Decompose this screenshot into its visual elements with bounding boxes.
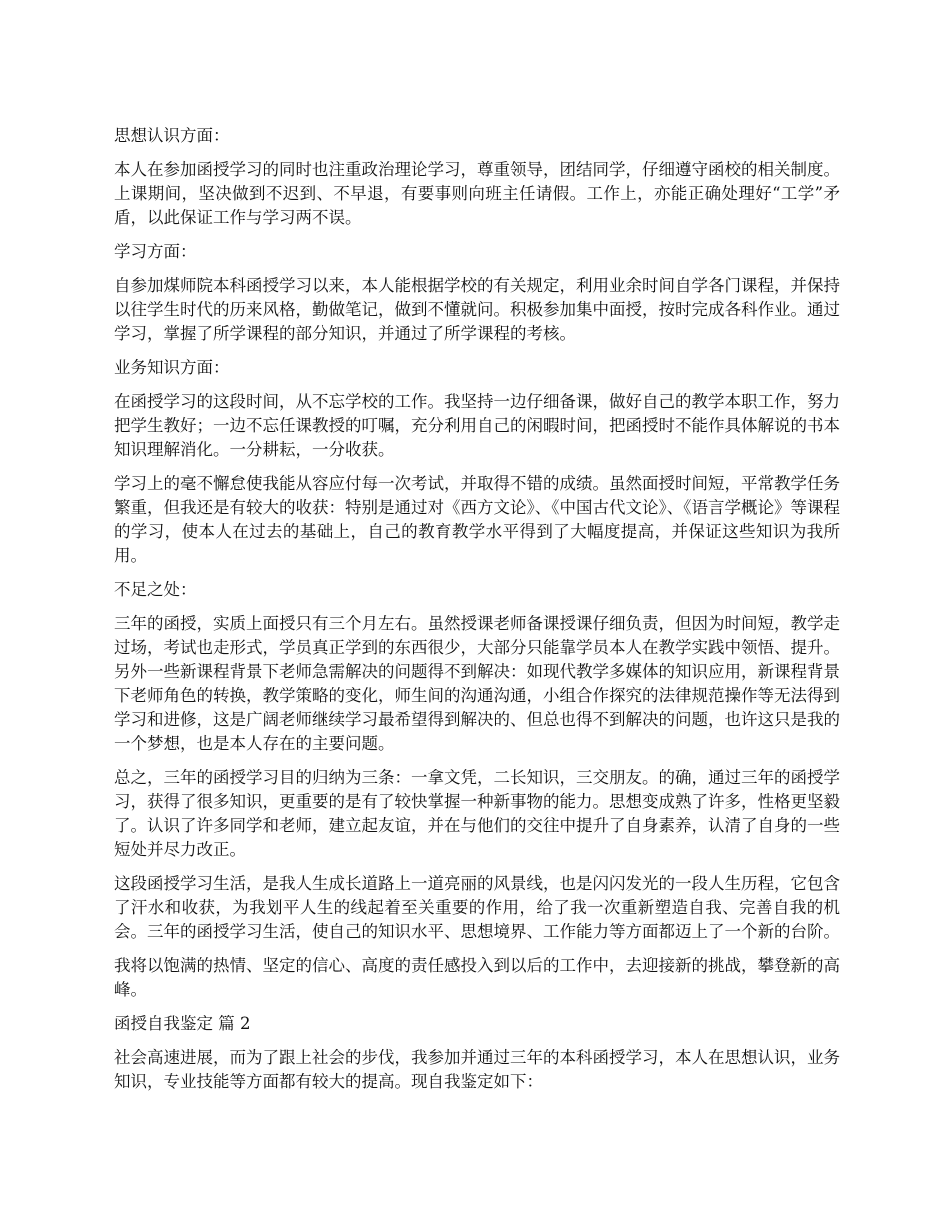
paragraph-business: 在函授学习的这段时间，从不忘学校的工作。我坚持一边仔细备课，做好自己的教学本职工作，努力把学生教好；一边不忘任课教授的叮嘱，充分利用自己的闲暇时间，把函授时不能作具体解说的书本知识理解消化。一分耕耘，一分收获。 bbox=[114, 392, 840, 459]
section-heading-thought: 思想认识方面： bbox=[114, 126, 230, 145]
section-heading-part2: 函授自我鉴定 篇 2 bbox=[114, 1014, 251, 1033]
paragraph-summary: 总之，三年的函授学习目的归纳为三条：一拿文凭，二长知识，三交朋友。的确，通过三年的函授学习，获得了很多知识，更重要的是有了较快掌握一种新事物的能力。思想变成熟了许多，性格更坚毅了。认识了许多同学和老师，建立起友谊，并在与他们的交往中提升了自身素养，认清了自身的一些短处并尽力改正。 bbox=[114, 768, 840, 859]
paragraph-exams: 学习上的毫不懈怠使我能从容应付每一次考试，并取得不错的成绩。虽然面授时间短，平常教学任务繁重，但我还是有较大的收获：特别是通过对《西方文论》、《中国古代文论》、《语言学概论》等课程的学习，使本人在过去的基础上，自己的教育教学水平得到了大幅度提高，并保证这些知识为我所用。 bbox=[114, 474, 840, 565]
paragraph-shortcomings: 三年的函授，实质上面授只有三个月左右。虽然授课老师备课授课仔细负责，但因为时间短，教学走过场，考试也走形式，学员真正学到的东西很少，大部分只能靠学员本人在教学实践中领悟、提升。另外一些新课程背景下老师急需解决的问题得不到解决：如现代教学多媒体的知识应用，新课程背景下老师角色的转换，教学策略的变化，师生间的沟通沟通，小组合作探究的法律规范操作等无法得到学习和进修，这是广阔老师继续学习最希望得到解决的、但总也得不到解决的问题，也许这只是我的一个梦想，也是本人存在的主要问题。 bbox=[114, 614, 840, 753]
paragraph-thought: 本人在参加函授学习的同时也注重政治理论学习，尊重领导，团结同学，仔细遵守函校的相关制度。上课期间，坚决做到不迟到、不早退，有要事则向班主任请假。工作上，亦能正确处理好“工学”矛盾，以此保证工作与学习两不误。 bbox=[114, 160, 840, 227]
section-heading-study: 学习方面： bbox=[114, 242, 197, 261]
section-heading-business: 业务知识方面： bbox=[114, 358, 230, 377]
section-heading-shortcomings: 不足之处： bbox=[114, 580, 197, 599]
paragraph-life: 这段函授学习生活，是我人生成长道路上一道亮丽的风景线，也是闪闪发光的一段人生历程，它包含了汗水和收获，为我划平人生的线起着至关重要的作用，给了我一次重新塑造自我、完善自我的机会。三年的函授学习生活，使自己的知识水平、思想境界、工作能力等方面都迈上了一个新的台阶。 bbox=[114, 874, 840, 941]
paragraph-future: 我将以饱满的热情、坚定的信心、高度的责任感投入到以后的工作中，去迎接新的挑战，攀登新的高峰。 bbox=[114, 956, 840, 999]
document-page bbox=[114, 124, 840, 1104]
paragraph-part2-intro: 社会高速进展，而为了跟上社会的步伐，我参加并通过三年的本科函授学习，本人在思想认识，业务知识，专业技能等方面都有较大的提高。现自我鉴定如下： bbox=[114, 1048, 840, 1091]
paragraph-study: 自参加煤师院本科函授学习以来，本人能根据学校的有关规定，利用业余时间自学各门课程，并保持以往学生时代的历来风格，勤做笔记，做到不懂就问。积极参加集中面授，按时完成各科作业。通过学习，掌握了所学课程的部分知识，并通过了所学课程的考核。 bbox=[114, 276, 840, 343]
